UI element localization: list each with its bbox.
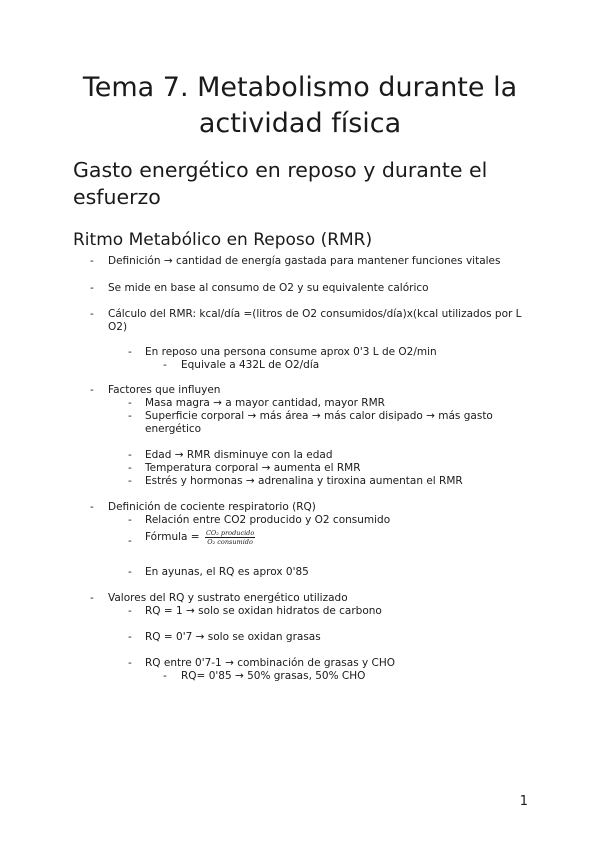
bullet-dash: - (90, 501, 94, 513)
section-heading: Gasto energético en reposo y durante el esfuerzo (73, 158, 488, 209)
bullet-dash: - (128, 514, 132, 526)
bullet-dash: - (163, 359, 167, 371)
list-item-equivale: Equivale a 432L de O2/día (181, 359, 320, 371)
page-number: 1 (519, 794, 528, 809)
formula-denominator: O₂ consumido (207, 538, 253, 546)
bullet-dash: - (128, 449, 132, 461)
bullet-dash: - (90, 255, 94, 267)
bullet-dash: - (128, 535, 132, 547)
bullet-dash: - (128, 346, 132, 358)
bullet-dash: - (128, 410, 132, 422)
bullet-dash: - (128, 605, 132, 617)
bullet-dash: - (128, 462, 132, 474)
list-item-valores: Valores del RQ y sustrato energético utilizado (108, 592, 348, 604)
list-item-definicion: Definición → cantidad de energía gastada para mantener funciones vitales (108, 255, 501, 267)
bullet-dash: - (163, 670, 167, 682)
list-item-factores: Factores que influyen (108, 384, 221, 396)
list-item-calculo: Cálculo del RMR: kcal/día =(litros de O2 consumidos/día)x(kcal utilizados por L O2) (108, 308, 522, 333)
list-item-superficie: Superficie corporal → más área → más calor disipado → más gasto energético (145, 410, 493, 435)
list-item-rq1: RQ = 1 → solo se oxidan hidratos de carbono (145, 605, 382, 617)
list-item-formula (145, 529, 255, 546)
list-item-estres: Estrés y hormonas → adrenalina y tiroxina aumentan el RMR (145, 475, 463, 487)
list-item-en-reposo: En reposo una persona consume aprox 0'3 L de O2/min (145, 346, 437, 358)
subsection-heading: Ritmo Metabólico en Reposo (RMR) (73, 230, 373, 250)
bullet-dash: - (128, 566, 132, 578)
page-title: Tema 7. Metabolismo durante la actividad física (82, 72, 518, 139)
bullet-dash: - (128, 475, 132, 487)
list-item-temperatura: Temperatura corporal → aumenta el RMR (145, 462, 361, 474)
list-item-rq085: RQ= 0'85 → 50% grasas, 50% CHO (181, 670, 366, 682)
bullet-dash: - (90, 592, 94, 604)
bullet-dash: - (128, 631, 132, 643)
formula-fraction (205, 529, 255, 546)
bullet-dash: - (90, 308, 94, 320)
list-item-cociente: Definición de cociente respiratorio (RQ) (108, 501, 316, 513)
formula-numerator: CO₂ producido (205, 529, 255, 537)
bullet-dash: - (128, 397, 132, 409)
list-item-ayunas: En ayunas, el RQ es aprox 0'85 (145, 566, 309, 578)
list-item-rq07: RQ = 0'7 → solo se oxidan grasas (145, 631, 321, 643)
list-item-relacion: Relación entre CO2 producido y O2 consumido (145, 514, 391, 526)
list-item-se-mide: Se mide en base al consumo de O2 y su equivalente calórico (108, 282, 429, 294)
formula-label: Fórmula = (145, 531, 200, 543)
bullet-dash: - (90, 384, 94, 396)
list-item-rq-entre: RQ entre 0'7-1 → combinación de grasas y CHO (145, 657, 396, 669)
list-item-masa-magra: Masa magra → a mayor cantidad, mayor RMR (145, 397, 385, 409)
bullet-dash: - (128, 657, 132, 669)
bullet-dash: - (90, 282, 94, 294)
list-item-edad: Edad → RMR disminuye con la edad (145, 449, 333, 461)
